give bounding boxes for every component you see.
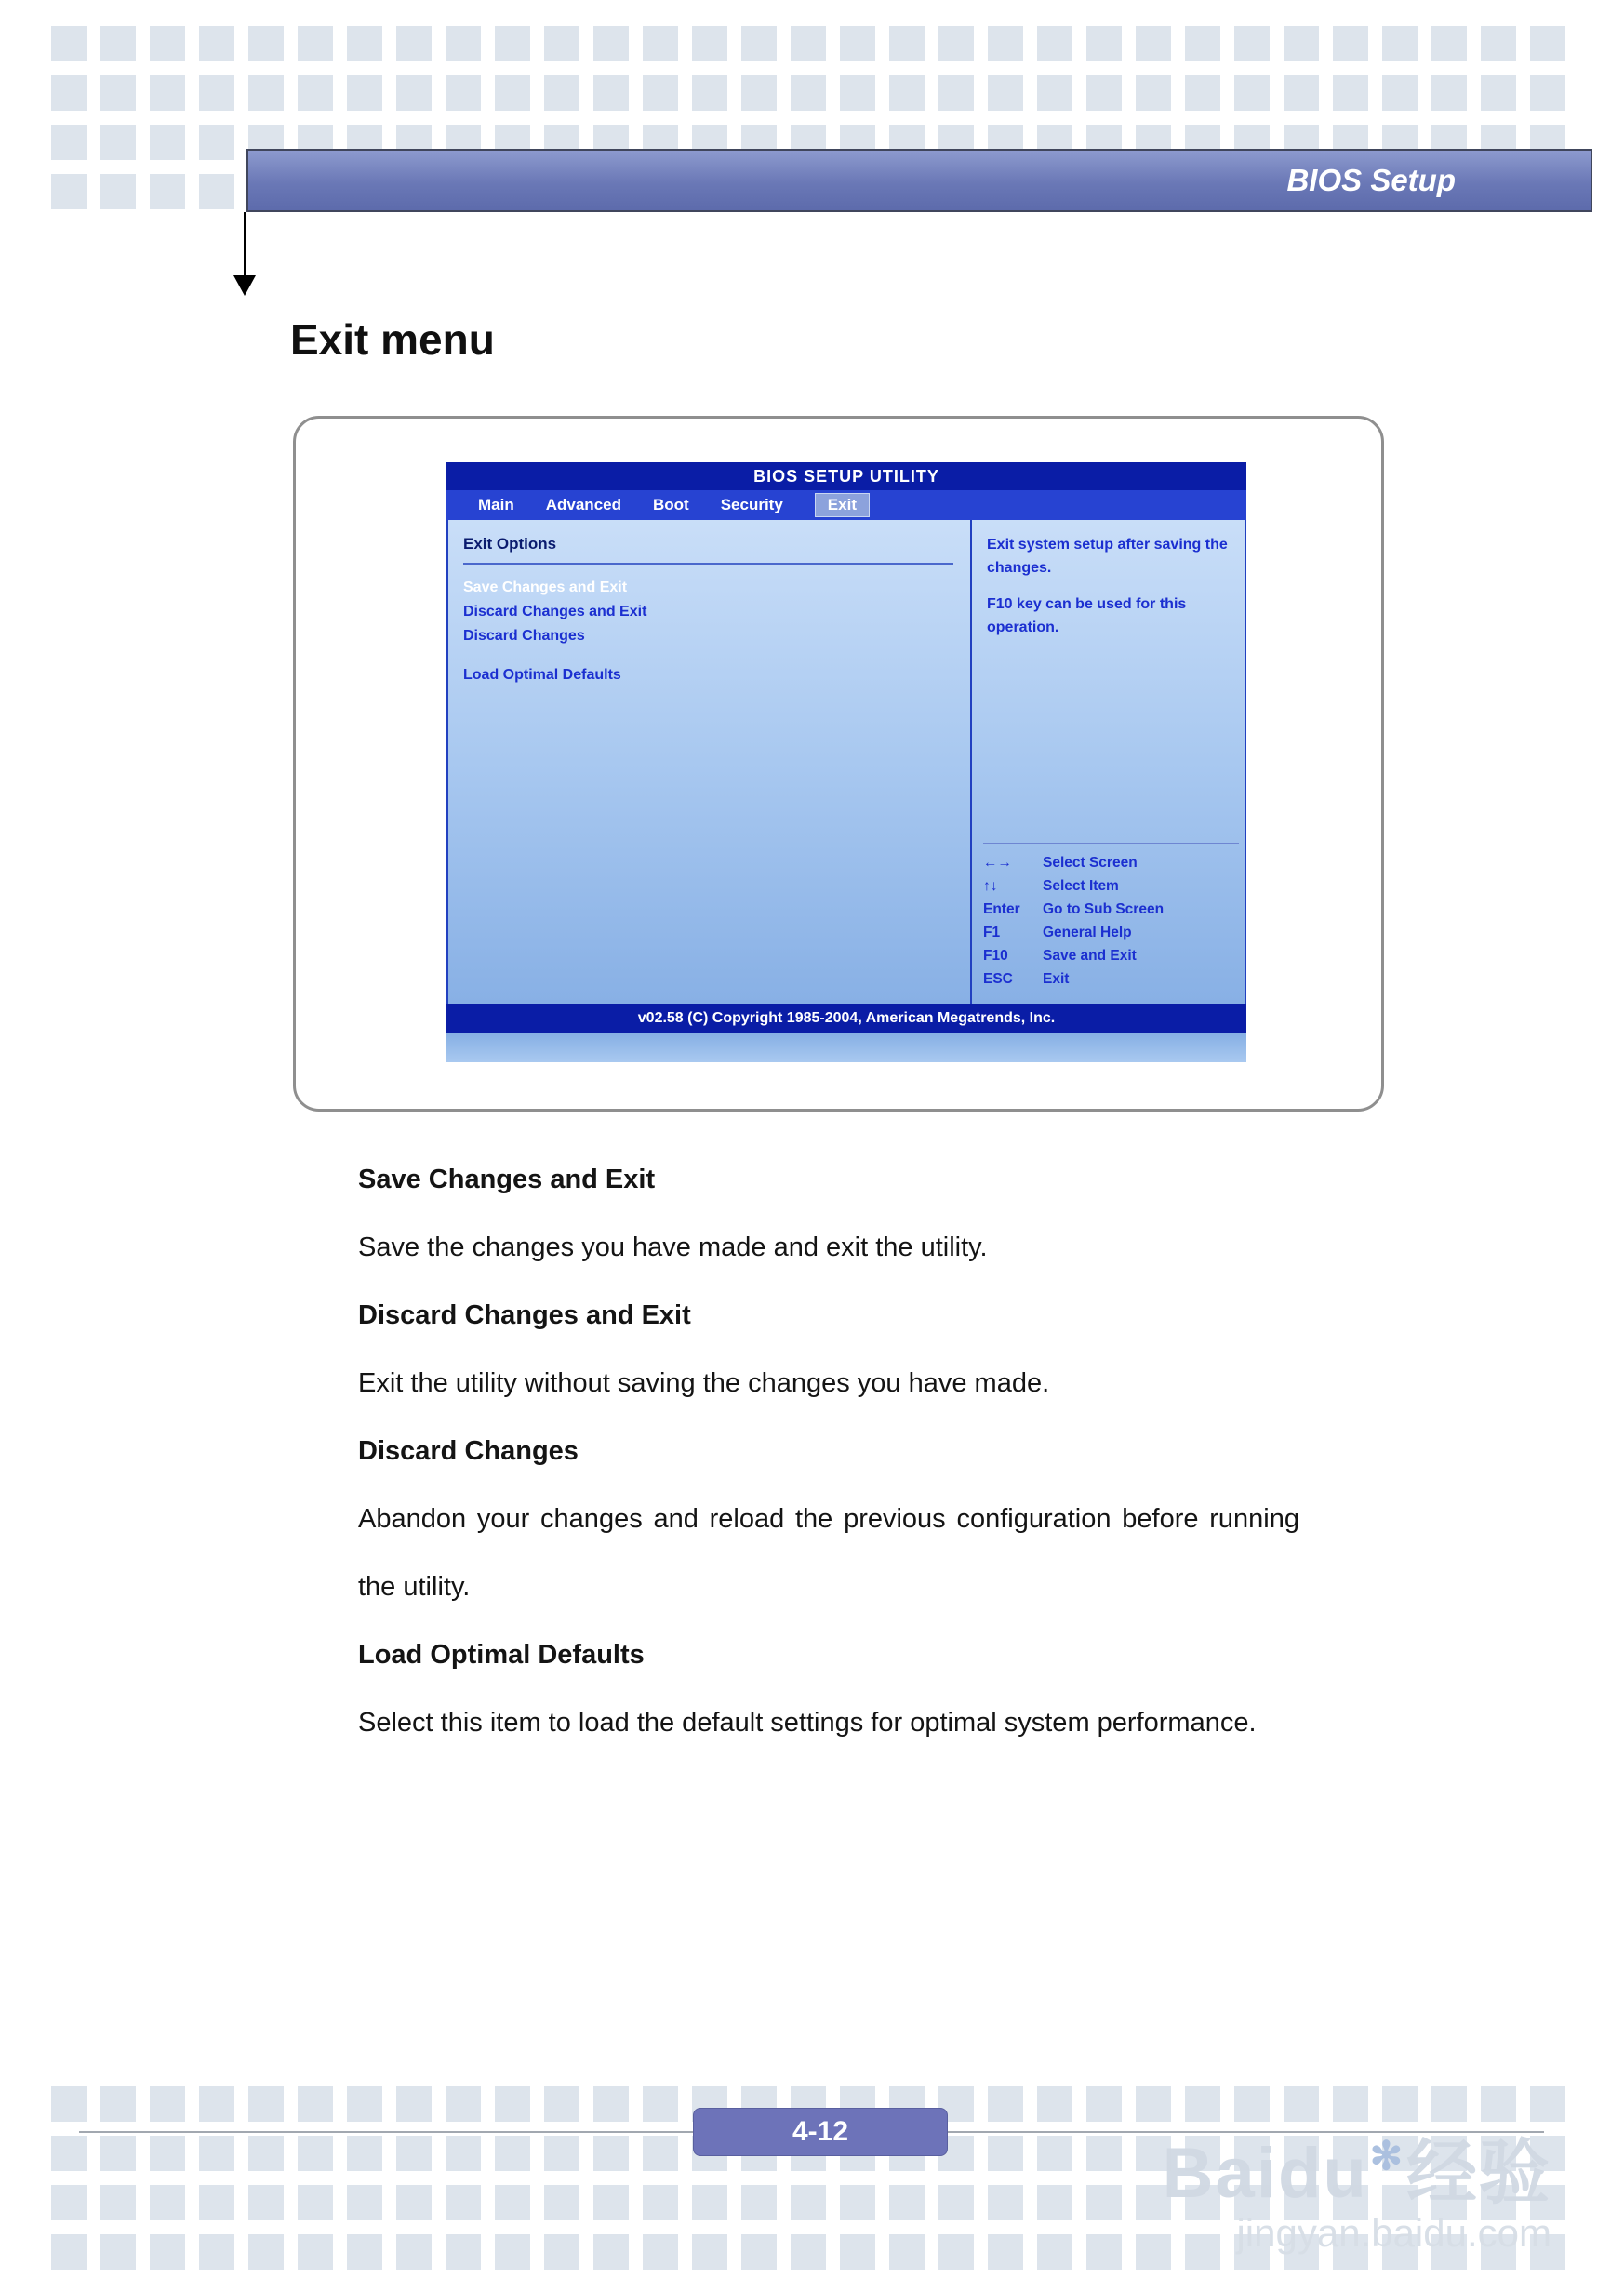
legend-row	[983, 874, 1239, 898]
screenshot-frame	[293, 416, 1384, 1112]
banner-arrow-line	[244, 212, 246, 277]
option-discard-changes-and-exit: Discard Changes and Exit	[463, 604, 647, 619]
bios-help-text-1: Exit system setup after saving the changes.	[987, 537, 1228, 576]
section-body: Abandon your changes and reload the previous configuration before running the utility.	[358, 1504, 1299, 1602]
bios-titlebar: BIOS SETUP UTILITY	[446, 462, 1246, 490]
bios-key-legend	[983, 843, 1239, 991]
legend-action: Select Screen	[1043, 855, 1138, 871]
legend-row	[983, 851, 1239, 874]
bios-help-text-2: F10 key can be used for this operation.	[987, 596, 1187, 635]
page-title: Exit menu	[290, 315, 495, 364]
watermark-url: jingyan.baidu.com	[1236, 2211, 1551, 2255]
legend-row	[983, 944, 1239, 967]
legend-row	[983, 921, 1239, 944]
legend-key-esc: ESC	[983, 971, 1013, 987]
body-text	[358, 1146, 1299, 1757]
legend-action: General Help	[1043, 925, 1132, 940]
watermark-suffix: 经验	[1406, 2134, 1551, 2213]
legend-key-arrows-lr: ←→	[983, 855, 1012, 871]
bios-menubar	[446, 490, 1246, 520]
section-heading-discard-changes: Discard Changes	[358, 1436, 579, 1466]
legend-row	[983, 967, 1239, 991]
bios-menu-boot: Boot	[652, 496, 689, 513]
section-heading-load-optimal-defaults: Load Optimal Defaults	[358, 1640, 645, 1670]
watermark-brand: Baidu	[1162, 2134, 1368, 2213]
bios-help-panel	[972, 520, 1245, 1004]
bios-exit-options-panel	[448, 520, 972, 1004]
section-body: Exit the utility without saving the changes you have made.	[358, 1368, 1050, 1398]
bios-menu-advanced: Advanced	[545, 496, 621, 513]
bios-menu-security: Security	[720, 496, 783, 513]
bios-menu-main: Main	[478, 496, 514, 513]
section-heading-discard-changes-and-exit: Discard Changes and Exit	[358, 1300, 691, 1330]
legend-action: Select Item	[1043, 878, 1119, 894]
legend-key-arrows-ud: ↑↓	[983, 878, 998, 894]
legend-action: Go to Sub Screen	[1043, 901, 1165, 917]
chapter-banner-label: BIOS Setup	[1286, 163, 1456, 197]
watermark-brand-line	[1163, 2119, 1551, 2211]
option-load-optimal-defaults: Load Optimal Defaults	[463, 667, 621, 683]
option-discard-changes: Discard Changes	[463, 628, 585, 644]
banner-arrow-icon	[233, 275, 256, 296]
legend-action: Save and Exit	[1043, 948, 1137, 964]
baidu-star-icon: ✻	[1369, 2134, 1404, 2178]
legend-row	[983, 898, 1239, 921]
chapter-banner	[246, 149, 1592, 212]
section-body: Save the changes you have made and exit the utility.	[358, 1232, 988, 1262]
exit-options-divider	[463, 563, 953, 565]
legend-key-f10: F10	[983, 948, 1008, 964]
section-heading-save-changes-and-exit: Save Changes and Exit	[358, 1165, 656, 1194]
legend-action: Exit	[1043, 971, 1070, 987]
bios-statusbar: v02.58 (C) Copyright 1985-2004, American Megatrends, Inc.	[446, 1004, 1246, 1033]
exit-options-heading: Exit Options	[463, 535, 557, 553]
legend-key-enter: Enter	[983, 901, 1020, 917]
bios-body	[446, 520, 1246, 1004]
page-number-badge: 4-12	[693, 2108, 948, 2156]
legend-key-f1: F1	[983, 925, 1001, 940]
section-body: Select this item to load the default settings for optimal system performance.	[358, 1708, 1257, 1738]
bios-menu-exit-active-tab: Exit	[815, 493, 870, 517]
baidu-watermark	[1163, 2119, 1551, 2256]
option-save-changes-and-exit: Save Changes and Exit	[463, 579, 628, 595]
bios-bottom-strip	[446, 1033, 1246, 1062]
bios-screenshot	[446, 462, 1246, 1062]
